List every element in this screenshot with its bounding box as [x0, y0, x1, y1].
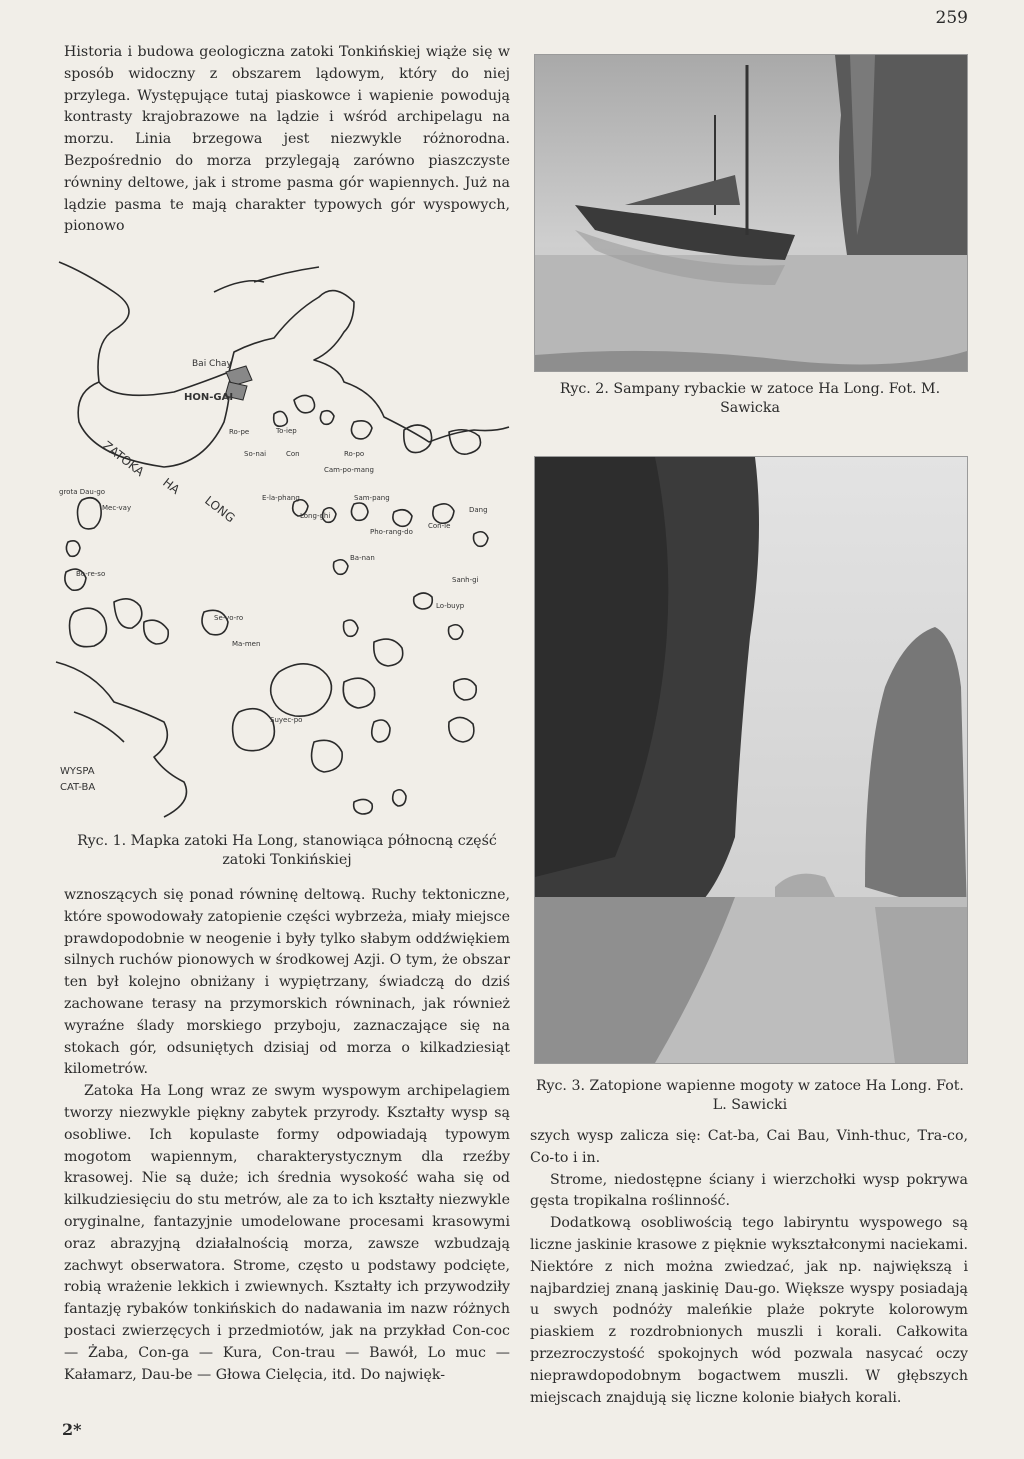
- map-label-mec-vay: Mec-vay: [102, 504, 132, 512]
- island: [344, 620, 359, 636]
- island: [274, 411, 288, 426]
- island: [414, 593, 433, 609]
- island: [393, 790, 406, 806]
- island: [351, 503, 368, 520]
- body-paragraph: wznoszących się ponad równinę deltową. Ruchy tektoniczne, które spowodowały zatopienie części wybrzeża, miały miejsce prawdopodobnie w neogenie i były tylko słabym oddźwiękiem silnych ruchów pionowych w środkowej Azji. O tym, że obszar ten był kolejno obniżany i wypiętrzany, świadczą do dziś zachowane terasy na przymorskich równinach, jak również wyraźne ślady morskiego przyboju, zaznaczające się na stokach gór, odsuniętych dzisiaj od morza o kilkadziesiąt kilometrów.: [64, 887, 510, 1078]
- island: [354, 799, 373, 814]
- map-label-ro-pe: Ro-pe: [229, 428, 250, 436]
- figure2-caption: Ryc. 2. Sampany rybackie w zatoce Ha Long. Fot. M. Sawicka: [559, 381, 941, 416]
- figure3-caption: Ryc. 3. Zatopione wapienne mogoty w zatoce Ha Long. Fot. L. Sawicki: [536, 1078, 964, 1113]
- map-label-sanh-gi: Sanh-gi: [452, 576, 479, 584]
- map-label-pho-rang-do: Pho-rang-do: [370, 528, 413, 536]
- map-label-suyec-po: Suyec-po: [270, 716, 303, 724]
- island: [70, 608, 107, 647]
- island: [454, 679, 477, 700]
- map-label-ro-po: Ro-po: [344, 450, 365, 458]
- map-label-con: Con: [286, 450, 300, 458]
- map-label-ha: HA: [160, 475, 183, 497]
- map-label-cam-po-mang: Cam-po-mang: [324, 466, 374, 474]
- island: [78, 498, 102, 529]
- map-label-long-ghi: Long-ghi: [300, 512, 331, 520]
- map-label-ma-men: Ma-men: [232, 640, 261, 648]
- map-label-bai-chay: Bai Chay: [192, 359, 232, 369]
- left-text-column: [64, 885, 510, 1386]
- map-label-so-nai: So-nai: [244, 450, 267, 458]
- island: [312, 740, 343, 772]
- body-paragraph: Zatoka Ha Long wraz ze swym wyspowym archipelagiem tworzy niezwykle piękny zabytek przyrody. Kształty wysp są osobliwe. Ich kopulaste formy odpowiadają typowym mogotom wapiennym, charakterystycznym dla rzeźby krasowej. Nie są duże; ich średnia wysokość waha się od kilkudziesięciu do stu metrów, ale za to ich kształty niezwykle oryginalne, fantazyjnie umodelowane procesami krasowymi oraz abrazyjną działalnością morza, zawsze wzbudzają zachwyt obserwatora. Strome, często u podstawy podcięte, robią wrażenie lekkich i zwiewnych. Kształty ich przywodziły fantazję rybaków tonkińskich do nadawania im nazw różnych postaci zwierzęcych i przedmiotów, jak na przykład Con-coc — Żaba, Con-ga — Kura, Con-trau — Bawół, Lo muc — Kałamarz, Dau-be — Głowa Cielęcia, itd. Do najwięk-: [64, 1083, 510, 1383]
- island: [474, 532, 489, 547]
- map-label-e-la-phang: E-la-phang: [262, 494, 300, 502]
- body-paragraph: szych wysp zalicza się: Cat-ba, Cai Bau, Vinh-thuc, Tra-co, Co-to i in.: [530, 1128, 968, 1166]
- island: [320, 411, 334, 425]
- island: [393, 510, 412, 527]
- body-paragraph: Strome, niedostępne ściany i wierzchołki wysp pokrywa gęsta tropikalna roślinność.: [530, 1171, 968, 1210]
- mainland-coast: [59, 262, 509, 442]
- island: [233, 709, 275, 751]
- island: [374, 639, 403, 666]
- map-label-se-vo-ro: Se-vo-ro: [214, 614, 244, 622]
- cat-ba-inlet: [74, 712, 124, 742]
- intro-text-column: [64, 42, 510, 238]
- limestone-cliffs-photo: [534, 456, 968, 1064]
- north-shore: [214, 267, 319, 292]
- map-label-hon-gai: HON-GAI: [184, 392, 234, 403]
- island: [144, 620, 169, 644]
- island: [114, 599, 142, 628]
- right-text-column: [530, 1126, 968, 1409]
- island: [433, 504, 454, 523]
- island: [351, 421, 372, 439]
- figure1-caption: Ryc. 1. Mapka zatoki Ha Long, stanowiąca północną część zatoki Tonkińskiej: [77, 833, 497, 868]
- map-label-dang: Dang: [469, 506, 488, 514]
- island: [343, 678, 374, 708]
- body-paragraph: Dodatkową osobliwością tego labiryntu wyspowego są liczne jaskinie krasowe z pięknie wykształconymi naciekami. Niektóre z nich można zwiedzać, jak np. największą i najbardziej znaną jaskinię Dau-go. Większe wyspy posiadają u swych podnóży maleńkie plaże pokryte kolorowym piaskiem z rozdrobnionych muszli i korali. Całkowita przezroczystość spokojnych wód pozwala nasycać oczy nieprawdopodobnym bogactwem muszli. W głębszych miejscach znajdują się liczne kolonie białych korali.: [530, 1215, 968, 1406]
- map-label-to-iep: To-iep: [276, 427, 297, 435]
- signature-mark: 2*: [62, 1420, 82, 1439]
- sampan-photo: [534, 54, 968, 372]
- map-label-grota-dau-go: grota Dau-go: [59, 488, 106, 496]
- island: [294, 395, 315, 412]
- map-label-con-le: Con-le: [428, 522, 451, 530]
- island: [449, 717, 474, 742]
- island: [334, 560, 349, 575]
- map-label-cat-ba: CAT-BA: [60, 782, 96, 793]
- island: [449, 625, 464, 640]
- intro-paragraph: Historia i budowa geologiczna zatoki Tonkińskiej wiąże się w sposób widoczny z obszarem lądowym, który do niej przylega. Występujące tutaj piaskowce i wapienie powodują kontrasty krajobrazowe na lądzie i wśród archipelagu na morzu. Linia brzegowa jest niezwykle różnorodna. Bezpośrednio do morza przylegają zarówno piaszczyste równiny deltowe, jak i strome pasma gór wapiennych. Już na lądzie pasma te mają charakter typowych gór wyspowych, pionowo: [64, 44, 510, 235]
- map-label-long: LONG: [202, 493, 238, 526]
- bai-chay-bay: [78, 372, 230, 467]
- map-label-wyspa: WYSPA: [60, 766, 95, 777]
- map-label-sam-pang: Sam-pang: [354, 494, 390, 502]
- island: [271, 664, 332, 716]
- island: [66, 541, 80, 556]
- island: [372, 720, 390, 742]
- page-number: 259: [935, 8, 968, 28]
- map-label-bo-re-so: Bo-re-so: [76, 570, 106, 578]
- map-label-zatoka: ZATOKA: [100, 438, 147, 480]
- map-label-lo-buyp: Lo-buyp: [436, 602, 465, 610]
- map-label-ba-nan: Ba-nan: [350, 554, 375, 562]
- ha-long-bay-map: [54, 242, 514, 822]
